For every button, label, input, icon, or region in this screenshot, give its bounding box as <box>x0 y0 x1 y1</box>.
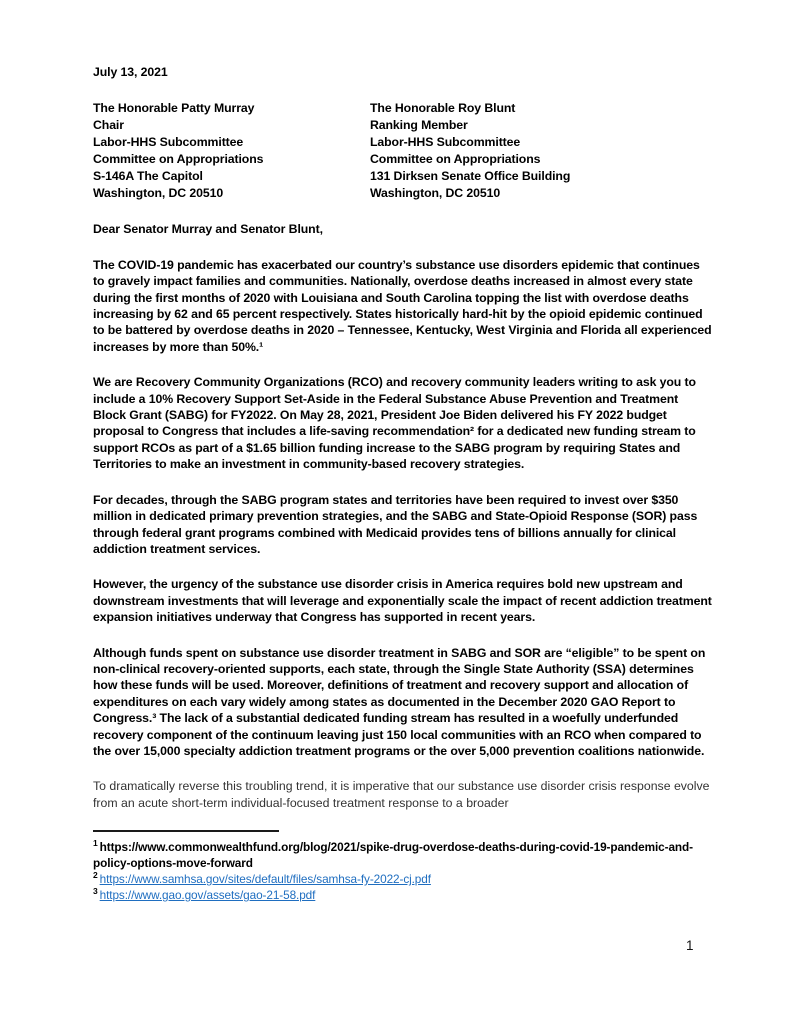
footnote-2-link[interactable]: https://www.samhsa.gov/sites/default/files/samhsa-fy-2022-cj.pdf <box>99 872 431 887</box>
footnote-2-marker: 2 <box>93 870 98 881</box>
paragraph-urgency: However, the urgency of the substance use disorder crisis in America requires bold new upstream and downstream investments that will leverage and exponentially scale the impact of recent addiction treatment expansion initiatives underway that Congress has supported in recent years. <box>93 577 712 625</box>
letter-date: July 13, 2021 <box>93 65 168 79</box>
page-number: 1 <box>686 938 694 953</box>
footnote-3 <box>93 887 713 903</box>
recipient-title: Chair <box>93 118 124 133</box>
recipient-committee: Committee on Appropriations <box>370 152 541 167</box>
footnote-3-marker: 3 <box>93 886 98 897</box>
recipient-committee: Committee on Appropriations <box>93 152 264 167</box>
recipient-subcommittee: Labor-HHS Subcommittee <box>370 135 521 150</box>
footnote-2 <box>93 871 713 887</box>
recipient-building: S-146A The Capitol <box>93 169 203 184</box>
recipient-address-blunt <box>370 100 570 202</box>
paragraph-reverse-trend: To dramatically reverse this troubling trend, it is imperative that our substance use disorder crisis response evolve from an acute short-term individual-focused treatment response to a broader <box>93 779 710 810</box>
recipient-addresses <box>93 100 713 202</box>
paragraph-covid-overdose: The COVID-19 pandemic has exacerbated our country’s substance use disorders epidemic that continues to gravely impact families and communities. Nationally, overdose deaths increased in almost every state during the first months of 2020 with Louisiana and South Carolina topping the list with overdose deaths increasing by 62 and 65 percent respectively. States historically hard-hit by the opioid epidemic continued to be battered by overdose deaths in 2020 – Tennessee, Kentucky, West Virginia and Florida all experienced increases by more than 50%.¹ <box>93 257 712 354</box>
recipient-address-murray <box>93 100 370 202</box>
paragraph-rco-setaside-request: We are Recovery Community Organizations (RCO) and recovery community leaders writing to ask you to include a 10% Recovery Support Set-Aside in the Federal Substance Abuse Prevention and Treatment Block Grant (SABG) for FY2022. On May 28, 2021, President Joe Biden delivered his FY 2022 budget proposal to Congress that includes a life-saving recommendation² for a dedicated new funding stream to support RCOs as part of a $1.65 billion funding increase to the SABG program by requiring States and Territories to make an investment in community-based recovery strategies. <box>93 375 696 472</box>
footnote-1-marker: 1 <box>93 838 98 849</box>
footnotes-section <box>93 830 713 903</box>
footnote-1-url-text: https://www.commonwealthfund.org/blog/2021/spike-drug-overdose-deaths-during-covid-19-pandemic-and-policy-options-move-forward <box>93 840 693 871</box>
recipient-city: Washington, DC 20510 <box>93 186 224 201</box>
salutation: Dear Senator Murray and Senator Blunt, <box>93 222 323 237</box>
footnote-3-link[interactable]: https://www.gao.gov/assets/gao-21-58.pdf <box>99 888 316 903</box>
footnote-separator <box>93 830 279 832</box>
recipient-subcommittee: Labor-HHS Subcommittee <box>93 135 244 150</box>
recipient-city: Washington, DC 20510 <box>370 186 501 201</box>
recipient-title: Ranking Member <box>370 118 468 133</box>
footnote-1 <box>93 839 713 871</box>
recipient-name: The Honorable Roy Blunt <box>370 101 516 116</box>
paragraph-eligibility-gao: Although funds spent on substance use disorder treatment in SABG and SOR are “eligible” to be spent on non-clinical recovery-oriented supports, each state, through the Single State Authority (SSA) determines how these funds will be used. Moreover, definitions of treatment and recovery support and allocation of expenditures on each vary widely among states as documented in the December 2020 GAO Report to Congress.³ The lack of a substantial dedicated funding stream has resulted in a woefully underfunded recovery component of the continuum leaving just 150 local communities with an RCO when compared to the over 15,000 specialty addiction treatment programs or the over 5,000 prevention coalitions nationwide. <box>93 645 706 758</box>
paragraph-sabg-history: For decades, through the SABG program states and territories have been required to invest over $350 million in dedicated primary prevention strategies, and the SABG and State-Opioid Response (SOR) pass through federal grant programs combined with Medicaid provides tens of billions annually for clinical addiction treatment services. <box>93 492 698 556</box>
recipient-building: 131 Dirksen Senate Office Building <box>370 169 571 184</box>
recipient-name: The Honorable Patty Murray <box>93 101 255 116</box>
